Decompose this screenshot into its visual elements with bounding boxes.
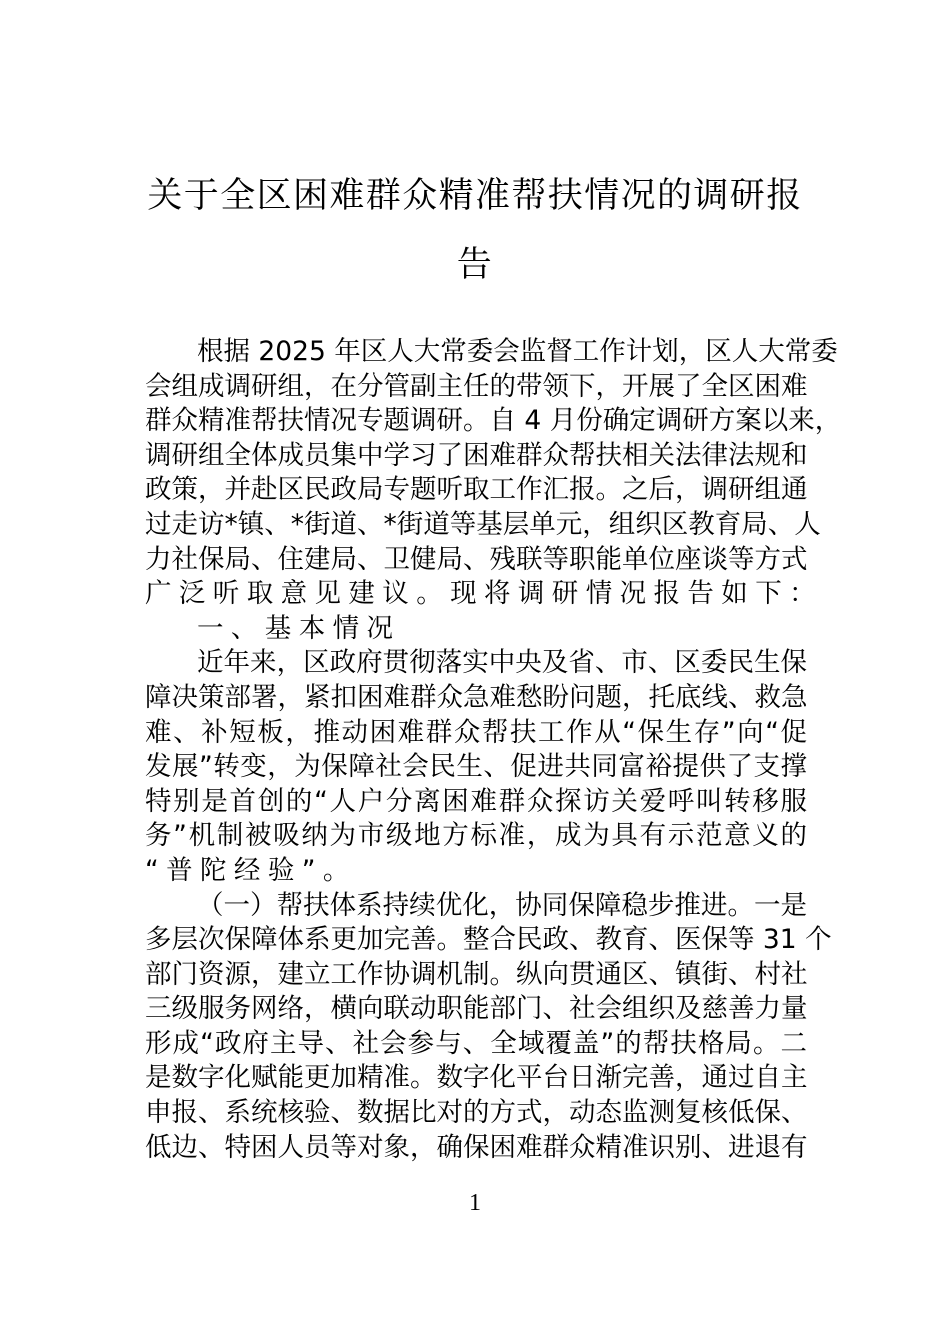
- body-line: 广泛听取意见建议。现将调研情况报告如下：: [145, 578, 823, 610]
- body-line: 调研组全体成员集中学习了困难群众帮扶相关法律法规和: [145, 439, 808, 471]
- body-line: “普陀经验”。: [145, 854, 357, 886]
- body-line: 发展”转变，为保障社会民生、促进共同富裕提供了支撑: [145, 751, 807, 783]
- body-line: 申报、系统核验、数据比对的方式，动态监测复核低保、: [145, 1097, 808, 1129]
- body-line: 务”机制被吸纳为市级地方标准，成为具有示范意义的: [145, 820, 807, 852]
- body-line: 会组成调研组，在分管副主任的带领下，开展了全区困难: [145, 370, 808, 402]
- body-line: 障决策部署，紧扣困难群众急难愁盼问题，托底线、救急: [145, 681, 808, 713]
- subsection-line: （一）帮扶体系持续优化，协同保障稳步推进。一是: [197, 889, 807, 921]
- body-line: 多层次保障体系更加完善。整合民政、教育、医保等 31 个: [145, 924, 832, 956]
- body-line: 低边、特困人员等对象，确保困难群众精准识别、进退有: [145, 1131, 808, 1163]
- page-number: 1: [469, 1190, 481, 1216]
- body-line: 过走访*镇、*街道、*街道等基层单元，组织区教育局、人: [145, 508, 821, 540]
- body-line: 近年来，区政府贯彻落实中央及省、市、区委民生保: [197, 647, 807, 679]
- document-title-line-2: 告: [456, 245, 494, 285]
- body-line: 部门资源，建立工作协调机制。纵向贯通区、镇街、村社: [145, 958, 808, 990]
- body-line: 难、补短板，推动困难群众帮扶工作从“保生存”向“促: [145, 716, 807, 748]
- body-line: 群众精准帮扶情况专题调研。自 4 月份确定调研方案以来，: [145, 405, 842, 437]
- body-line: 特别是首创的“人户分离困难群众探访关爱呼叫转移服: [145, 785, 807, 817]
- document-title-line-1: 关于全区困难群众精准帮扶情况的调研报: [147, 176, 803, 216]
- document-body: [145, 335, 842, 1165]
- body-line: 根据 2025 年区人大常委会监督工作计划，区人大常委: [197, 336, 838, 367]
- body-line: 是数字化赋能更加精准。数字化平台日渐完善，通过自主: [145, 1062, 808, 1094]
- body-line: 三级服务网络，横向联动职能部门、社会组织及慈善力量: [145, 993, 808, 1025]
- body-line: 力社保局、住建局、卫健局、残联等职能单位座谈等方式: [145, 543, 808, 575]
- body-line: 政策，并赴区民政局专题听取工作汇报。之后，调研组通: [145, 474, 808, 506]
- section-heading: 一、基本情况: [197, 612, 401, 644]
- body-line: 形成“政府主导、社会参与、全域覆盖”的帮扶格局。二: [145, 1027, 807, 1059]
